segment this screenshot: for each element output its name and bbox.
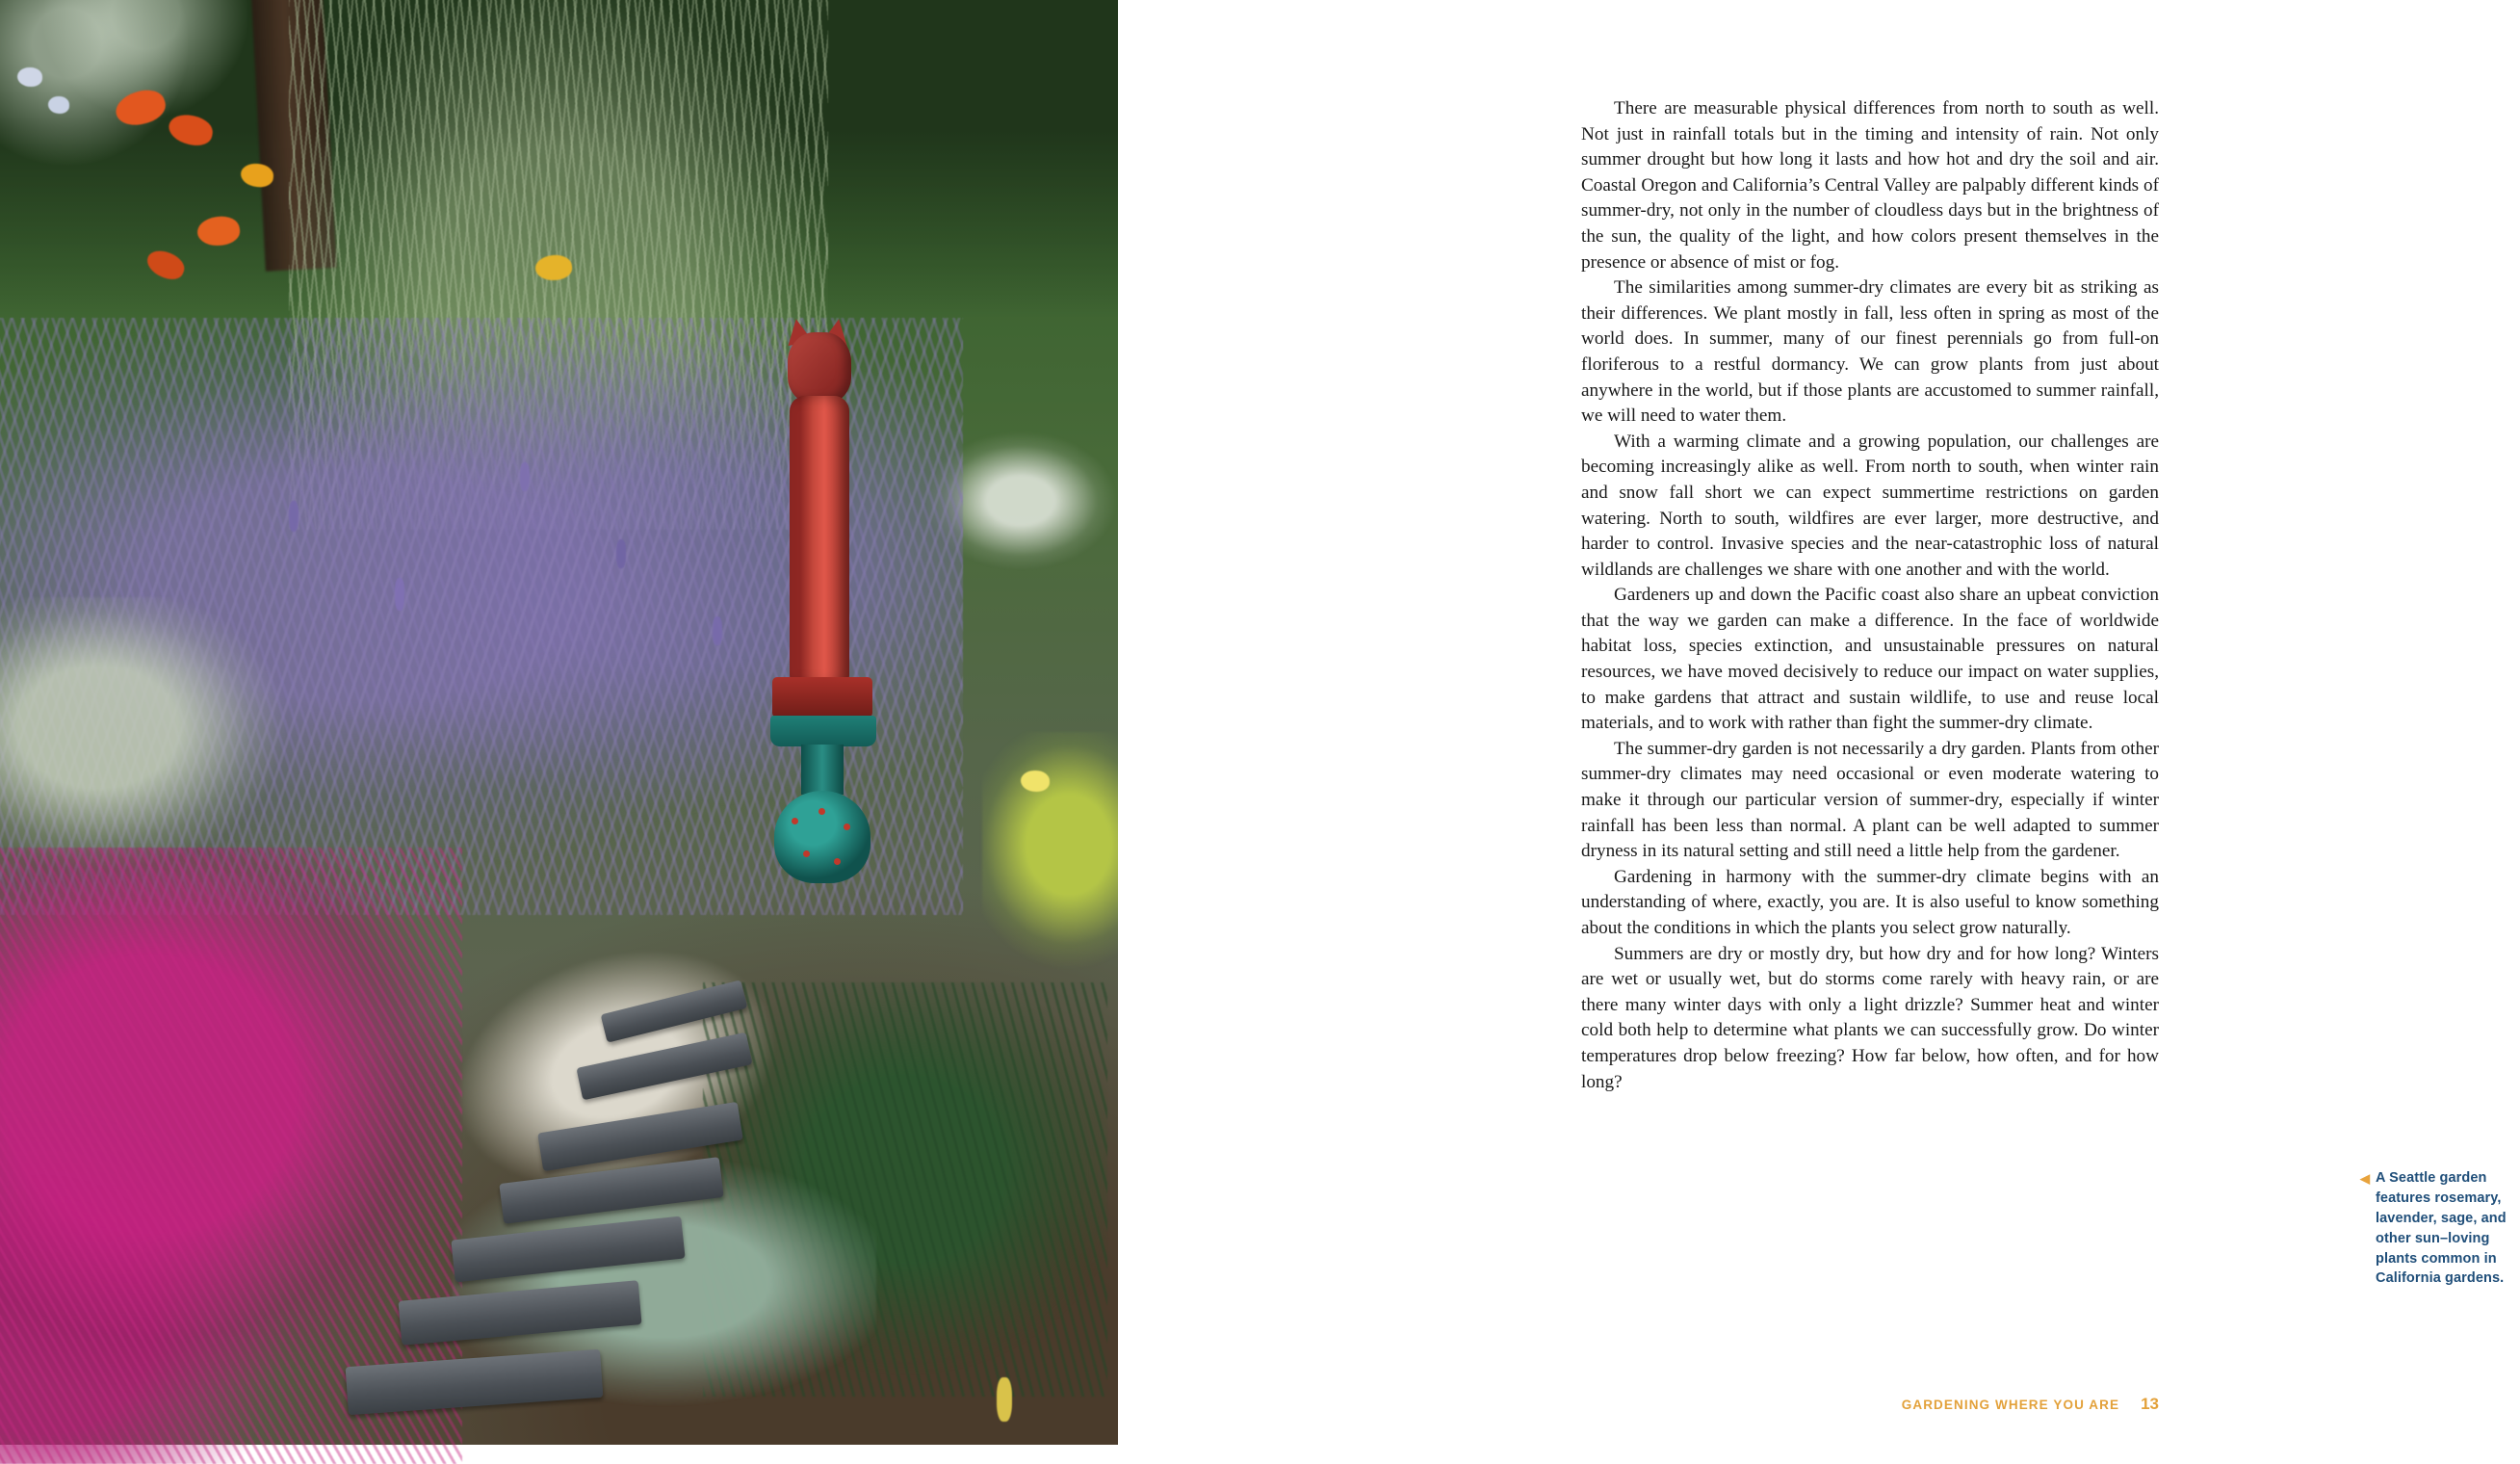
running-head: GARDENING WHERE YOU ARE bbox=[1901, 1398, 2120, 1412]
yellow-flower bbox=[1021, 771, 1050, 792]
pedestal-neck bbox=[801, 745, 844, 795]
lavender-spike bbox=[395, 578, 404, 611]
lavender-spike bbox=[520, 462, 530, 491]
caption-arrow-icon: ◀ bbox=[2360, 1171, 2371, 1186]
lavender-spike bbox=[289, 501, 299, 532]
pedestal-top bbox=[770, 716, 876, 746]
caption-text: A Seattle garden features rosemary, lavender, sage, and other sun–loving plants common in California gardens. bbox=[2376, 1170, 2507, 1287]
yellow-spike bbox=[997, 1377, 1012, 1422]
pale-flower bbox=[17, 67, 42, 87]
pale-flower bbox=[48, 96, 69, 114]
body-paragraph: With a warming climate and a growing population, our challenges are becoming increasingly alike as well. From north to south, when winter rain and snow fall short we can expect summertime restrictions on garden watering. North to south, wildfires are ever larger, more destructive, and harder to control. Invasive species and the near-catastrophic loss of natural wildlands are challenges we share with one another and with the world. bbox=[1581, 431, 2159, 580]
body-paragraph: Gardeners up and down the Pacific coast also share an upbeat conviction that the way we garden can make a difference. In the face of worldwide habitat loss, species extinction, and unsustainable pressures on natural resources, we have moved decisively to reduce our impact on water supplies, to make gardens that attract and sustain wildlife, to use and reuse local materials, and to work with rather than fight the summer-dry climate. bbox=[1581, 585, 2159, 734]
body-paragraph: There are measurable physical differences from north to south as well. Not just in rainfall totals but in the timing and intensity of rain. Not only summer drought but how long it lasts and how hot and dry the soil and air. Coastal Oregon and California’s Central Valley are palpably different kinds of summer-dry, not only in the number of cloudless days but in the brightness of the sun, the quality of the light, and how colors present themselves in the presence or absence of mist or fog. bbox=[1581, 98, 2159, 273]
body-text-column bbox=[1581, 96, 2159, 1095]
body-paragraph: Gardening in harmony with the summer-dry climate begins with an understanding of where, exactly, you are. It is also useful to know something about the conditions in which the plants you select grow naturally. bbox=[1581, 866, 2159, 938]
body-paragraph: The summer-dry garden is not necessarily a dry garden. Plants from other summer-dry climates may need occasional or even moderate watering to make it through our particular version of summer-dry, especially if winter rainfall has been less than normal. A plant can be well adapted to summer dryness in its natural setting and still need a little help from the gardener. bbox=[1581, 738, 2159, 862]
body-paragraph: The similarities among summer-dry climates are every bit as striking as their differences. We plant mostly in fall, less often in spring as most of the world does. In summer, many of our finest perennials go from full-on floriferous to a restful dormancy. We can grow plants from just about anywhere in the world, but if those plants are accustomed to summer rainfall, we will need to water them. bbox=[1581, 277, 2159, 427]
photo-caption bbox=[2360, 1168, 2520, 1289]
silver-foliage-mass bbox=[0, 597, 289, 886]
lavender-spike bbox=[616, 539, 626, 568]
pedestal-bowl bbox=[774, 791, 870, 883]
garden-photograph bbox=[0, 0, 1118, 1445]
lavender-spike bbox=[713, 616, 722, 645]
cat-sculpture bbox=[751, 332, 934, 910]
page-number: 13 bbox=[2141, 1395, 2159, 1413]
cat-head bbox=[788, 332, 851, 404]
page-footer bbox=[1902, 1395, 2159, 1414]
body-paragraph: Summers are dry or mostly dry, but how dry and for how long? Winters are wet or usually wet, but do storms come rarely with heavy rain, or are there many winter days with only a light drizzle? Summer heat and winter cold both help to determine what plants we can successfully grow. Do winter temperatures drop below freezing? How far below, how often, and for how long? bbox=[1581, 943, 2159, 1092]
cat-base bbox=[772, 677, 872, 718]
text-page bbox=[1118, 0, 2507, 1445]
cat-body bbox=[790, 396, 849, 685]
